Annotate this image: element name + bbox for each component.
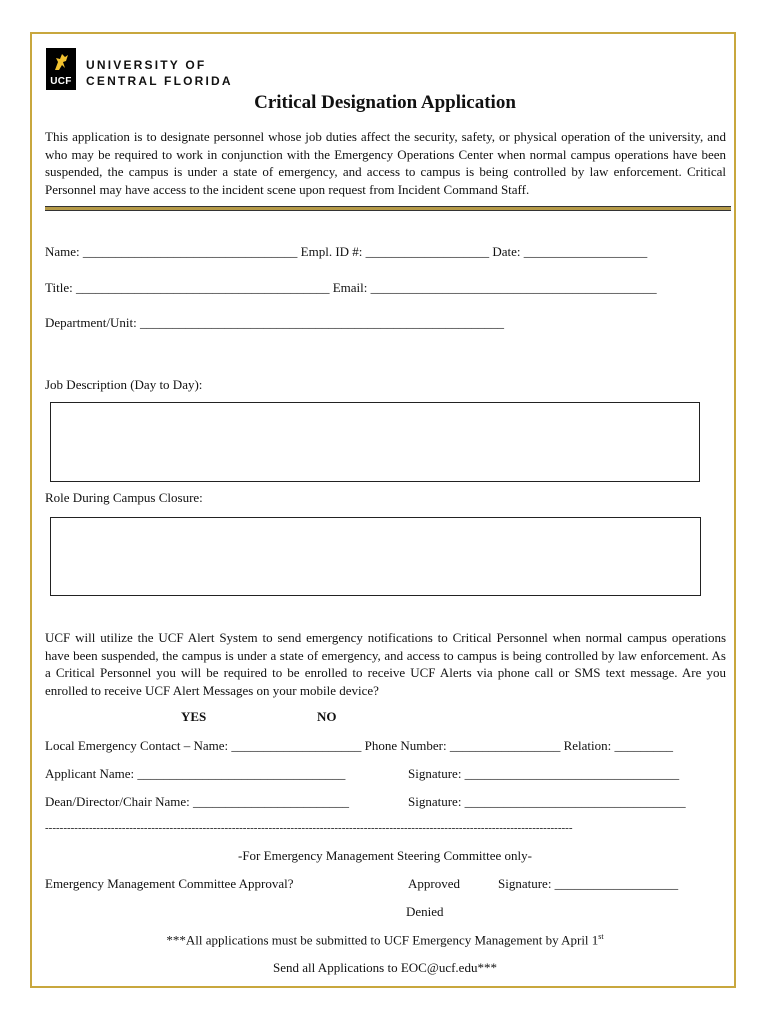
yes-option[interactable]: YES bbox=[181, 709, 207, 724]
role-box[interactable] bbox=[50, 517, 701, 596]
applicant-signature-line[interactable]: Signature: _________________________________ bbox=[408, 766, 680, 781]
gold-divider bbox=[45, 206, 731, 211]
intro-paragraph: This application is to designate personnel whose job duties affect the security, safety, or physical operation of the university, and who may be required to work in conjunction with the Emergency Operations Center when normal campus operations have been suspended, the campus is under a state of emergency, and access to campus is being controlled by law enforcement. Critical Personnel may have access to the incident scene upon request from Incident Command Staff. bbox=[45, 129, 726, 197]
send-notice: Send all Applications to EOC@ucf.edu*** bbox=[273, 960, 497, 975]
job-description-label: Job Description (Day to Day): bbox=[45, 377, 203, 392]
no-option[interactable]: NO bbox=[317, 709, 337, 724]
job-description-box[interactable] bbox=[50, 402, 700, 482]
committee-only-heading: -For Emergency Management Steering Committee only- bbox=[238, 848, 532, 863]
deadline-text: ***All applications must be submitted to UCF Emergency Management by April 1 bbox=[166, 932, 599, 948]
name-id-date-line[interactable]: Name: _________________________________ Empl. ID #: ___________________ Date: ___________________ bbox=[45, 244, 648, 259]
pegasus-icon bbox=[52, 52, 70, 72]
approved-option[interactable]: Approved bbox=[408, 876, 460, 891]
dashed-separator: ------------------------------------------------------------------------------------------------------------------------------------------------ bbox=[45, 822, 573, 834]
emergency-contact-line[interactable]: Local Emergency Contact – Name: ____________________ Phone Number: _________________ Relation: _________ bbox=[45, 738, 674, 753]
department-line[interactable]: Department/Unit: ________________________________________________________ bbox=[45, 315, 504, 330]
role-label: Role During Campus Closure: bbox=[45, 490, 203, 505]
denied-option[interactable]: Denied bbox=[406, 904, 444, 919]
applicant-name-line[interactable]: Applicant Name: ________________________________ bbox=[45, 766, 346, 781]
page-title: Critical Designation Application bbox=[254, 92, 516, 113]
deadline-notice bbox=[0, 932, 770, 948]
logo-central-florida: CENTRAL FLORIDA bbox=[86, 74, 233, 88]
alert-paragraph: UCF will utilize the UCF Alert System to send emergency notifications to Critical Personnel when normal campus operations have been suspended, the campus is under a state of emergency, and access to campus is being controlled by law enforcement. As a Critical Personnel you will be required to be enrolled to receive UCF Alerts via phone call or SMS text message. Are you enrolled to receive UCF Alert Messages on your mobile device? bbox=[45, 630, 726, 698]
title-email-line[interactable]: Title: _______________________________________ Email: ____________________________________________ bbox=[45, 280, 657, 295]
committee-approval-label: Emergency Management Committee Approval? bbox=[45, 876, 294, 891]
ucf-logo bbox=[46, 48, 76, 90]
logo-abbrev: UCF bbox=[50, 76, 72, 87]
deadline-sup: st bbox=[598, 932, 604, 941]
dean-name-line[interactable]: Dean/Director/Chair Name: ________________________ bbox=[45, 794, 349, 809]
committee-signature-line[interactable]: Signature: ___________________ bbox=[498, 876, 679, 891]
logo-university-of: UNIVERSITY OF bbox=[86, 58, 207, 72]
dean-signature-line[interactable]: Signature: __________________________________ bbox=[408, 794, 686, 809]
